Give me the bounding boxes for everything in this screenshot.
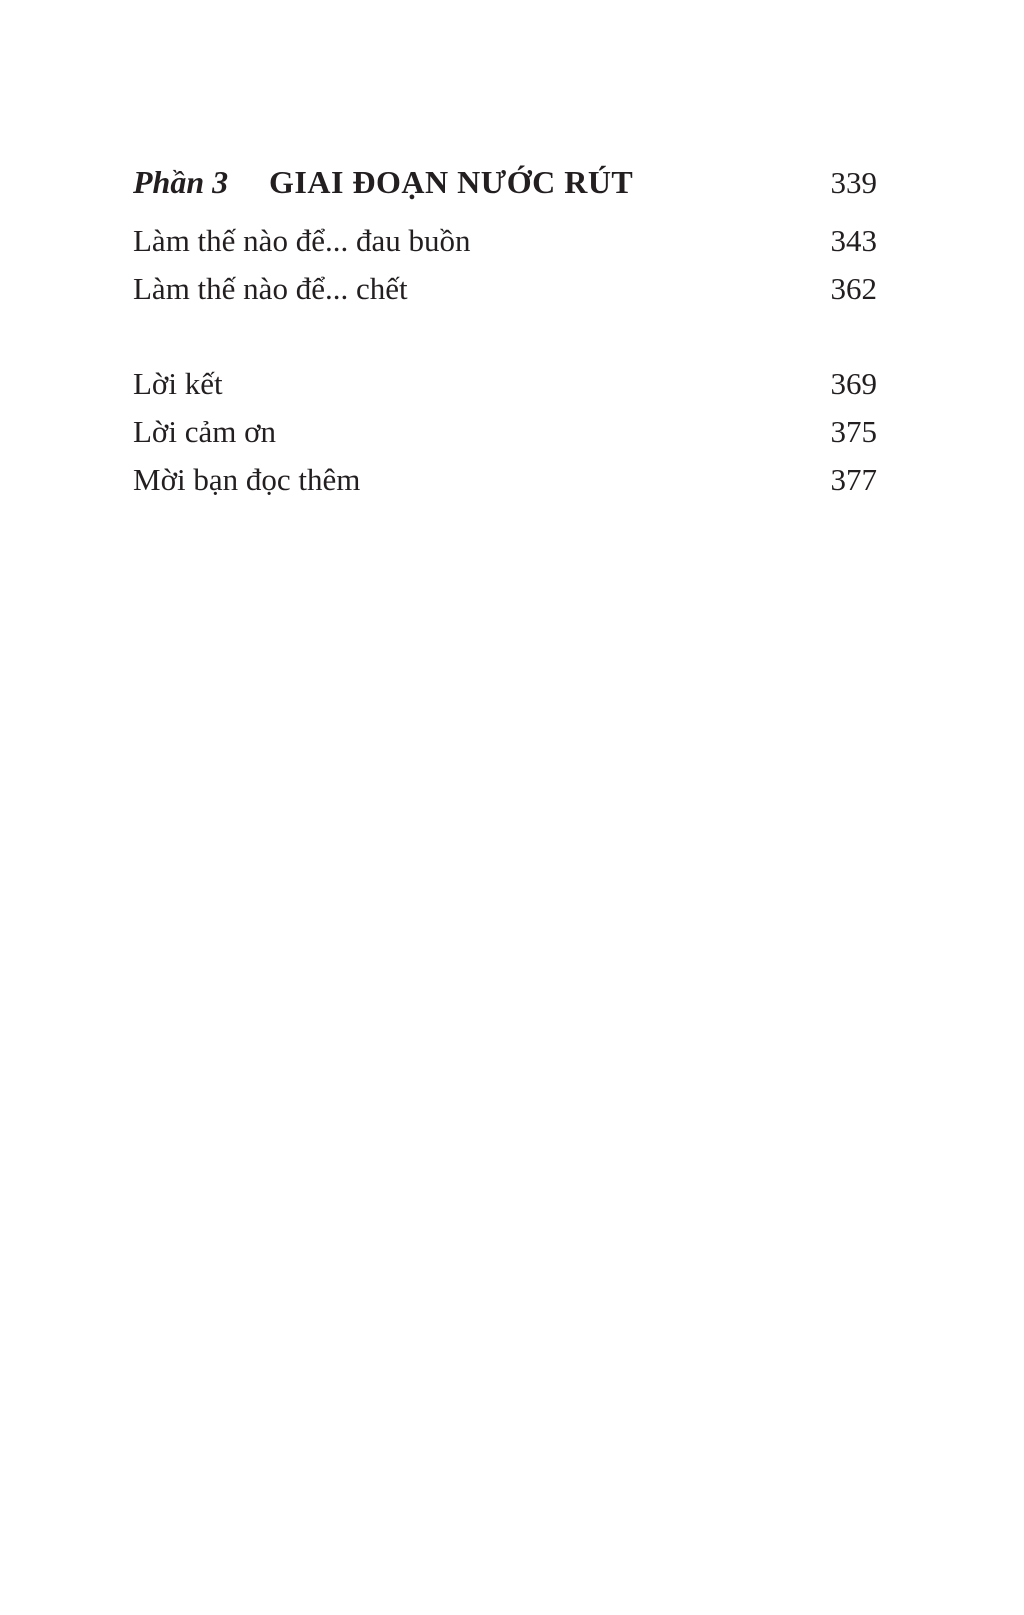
toc-entry-title: Mời bạn đọc thêm	[133, 462, 361, 497]
toc-entry-page: 377	[830, 462, 877, 497]
toc-entry-page: 369	[830, 366, 877, 401]
toc-entry	[133, 408, 877, 456]
toc-entry-title: Lời kết	[133, 366, 223, 401]
toc-entry	[133, 265, 877, 313]
toc-entry-page: 343	[830, 223, 877, 258]
toc-entry	[133, 217, 877, 265]
part-title: GIAI ĐOẠN NƯỚC RÚT	[269, 164, 634, 200]
section-gap	[133, 313, 877, 360]
part-label: Phần 3	[133, 164, 229, 200]
toc-entry-title: Làm thế nào để... đau buồn	[133, 223, 471, 258]
part-heading	[133, 158, 633, 207]
part-heading-row	[133, 158, 877, 207]
toc-entry-title: Làm thế nào để... chết	[133, 271, 408, 306]
part-page-number: 339	[830, 165, 877, 200]
toc-entry-title: Lời cảm ơn	[133, 414, 276, 449]
toc-entry-page: 375	[830, 414, 877, 449]
toc-entry-page: 362	[830, 271, 877, 306]
toc-entry	[133, 360, 877, 408]
table-of-contents	[133, 158, 877, 504]
toc-entry	[133, 456, 877, 504]
